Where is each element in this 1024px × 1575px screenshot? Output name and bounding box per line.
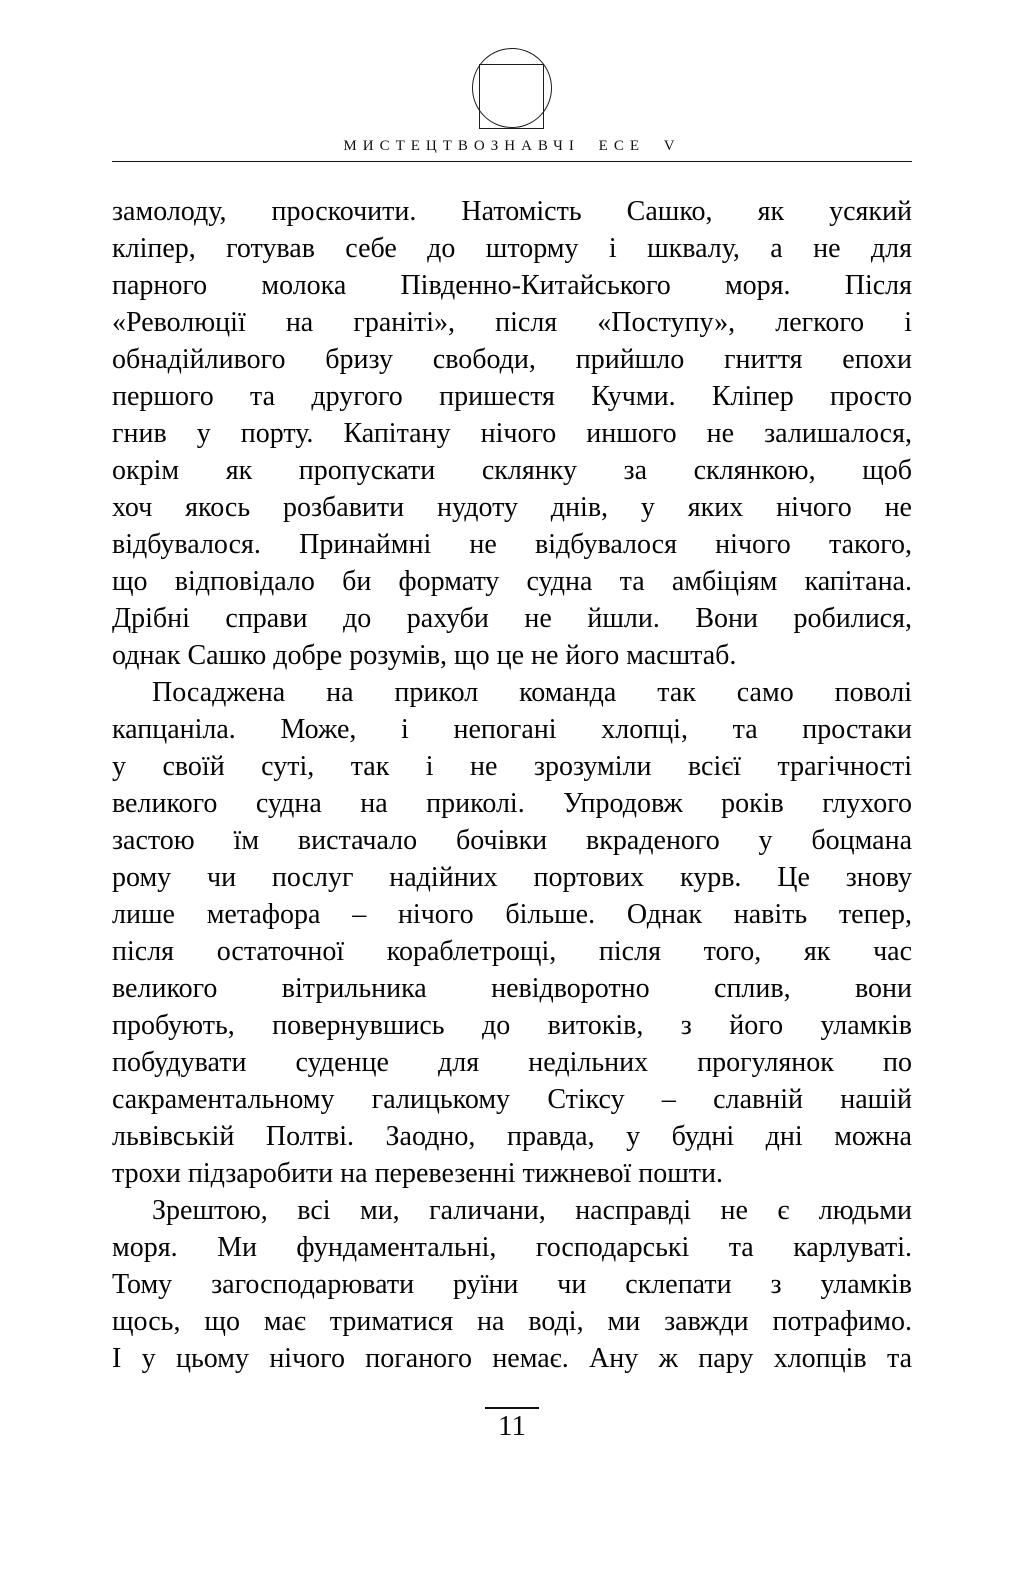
logo-square-icon [479,64,544,129]
page-number: 11 [485,1407,539,1443]
text-line: І у цьому нічого поганого немає. Ану ж пару хлопців та [112,1343,912,1374]
text-line: у своїй суті, так і не зрозуміли всієї трагічності [112,751,912,782]
text-line: капцаніла. Може, і непогані хлопці, та простаки [112,714,912,745]
paragraph [112,1192,912,1377]
text-line: після остаточної кораблетрощі, після того, як час [112,936,912,967]
text-line: побудувати суденце для недільних прогулянок по [112,1047,912,1078]
text-line: моря. Ми фундаментальні, господарські та карлуваті. [112,1232,912,1263]
text-line: обнадійливого бризу свободи, прийшло гниття епохи [112,344,912,375]
text-line: великого вітрильника невідворотно сплив, вони [112,973,912,1004]
text-line: трохи підзаробити на перевезенні тижневої пошти. [112,1158,724,1189]
text-line: першого та другого пришестя Кучми. Кліпер просто [112,381,912,412]
text-line: Дрібні справи до рахуби не йшли. Вони робилися, [112,603,912,634]
text-line: щось, що має триматися на воді, ми завжди потрафимо. [112,1306,912,1337]
paragraph [112,674,912,1192]
text-line: львівській Полтві. Заодно, правда, у будні дні можна [112,1121,912,1152]
running-header-title: МИСТЕЦТВОЗНАВЧІ ЕСЕ V [343,138,681,154]
text-line: Зрештою, всі ми, галичани, насправді не є людьми [152,1195,912,1226]
text-line: відбувалося. Принаймні не відбувалося нічого такого, [112,529,912,560]
text-line: Тому загосподарювати руїни чи склепати з уламків [112,1269,912,1300]
text-line: великого судна на приколі. Упродовж років глухого [112,788,912,819]
text-line: окрім як пропускати склянку за склянкою, щоб [112,455,912,486]
text-line: хоч якось розбавити нудоту днів, у яких нічого не [112,492,912,523]
header-rule [112,161,912,162]
text-line: що відповідало би формату судна та амбіціям капітана. [112,566,912,597]
text-line: пробують, повернувшись до витоків, з його уламків [112,1010,912,1041]
text-line: парного молока Південно-Китайського моря. Після [112,270,912,301]
text-line: лише метафора – нічого більше. Однак навіть тепер, [112,899,912,930]
text-line: замолоду, проскочити. Натомість Сашко, як усякий [112,196,912,227]
text-line: Посаджена на прикол команда так само поволі [152,677,912,708]
text-line: гнив у порту. Капітану нічого иншого не залишалося, [112,418,912,449]
page-footer [112,1407,912,1443]
text-line: кліпер, готував себе до шторму і шквалу, а не для [112,233,912,264]
paragraph [112,193,912,674]
publisher-logo [471,48,553,130]
text-line: однак Сашко добре розумів, що це не його масштаб. [112,640,737,671]
text-line: «Революції на граніті», після «Поступу», легкого і [112,307,912,338]
text-line: застою їм вистачало бочівки вкраденого у боцмана [112,825,912,856]
text-line: рому чи послуг надійних портових курв. Це знову [112,862,912,893]
body-text [112,193,912,1377]
text-line: сакраментальному галицькому Стіксу – славній нашій [112,1084,912,1115]
